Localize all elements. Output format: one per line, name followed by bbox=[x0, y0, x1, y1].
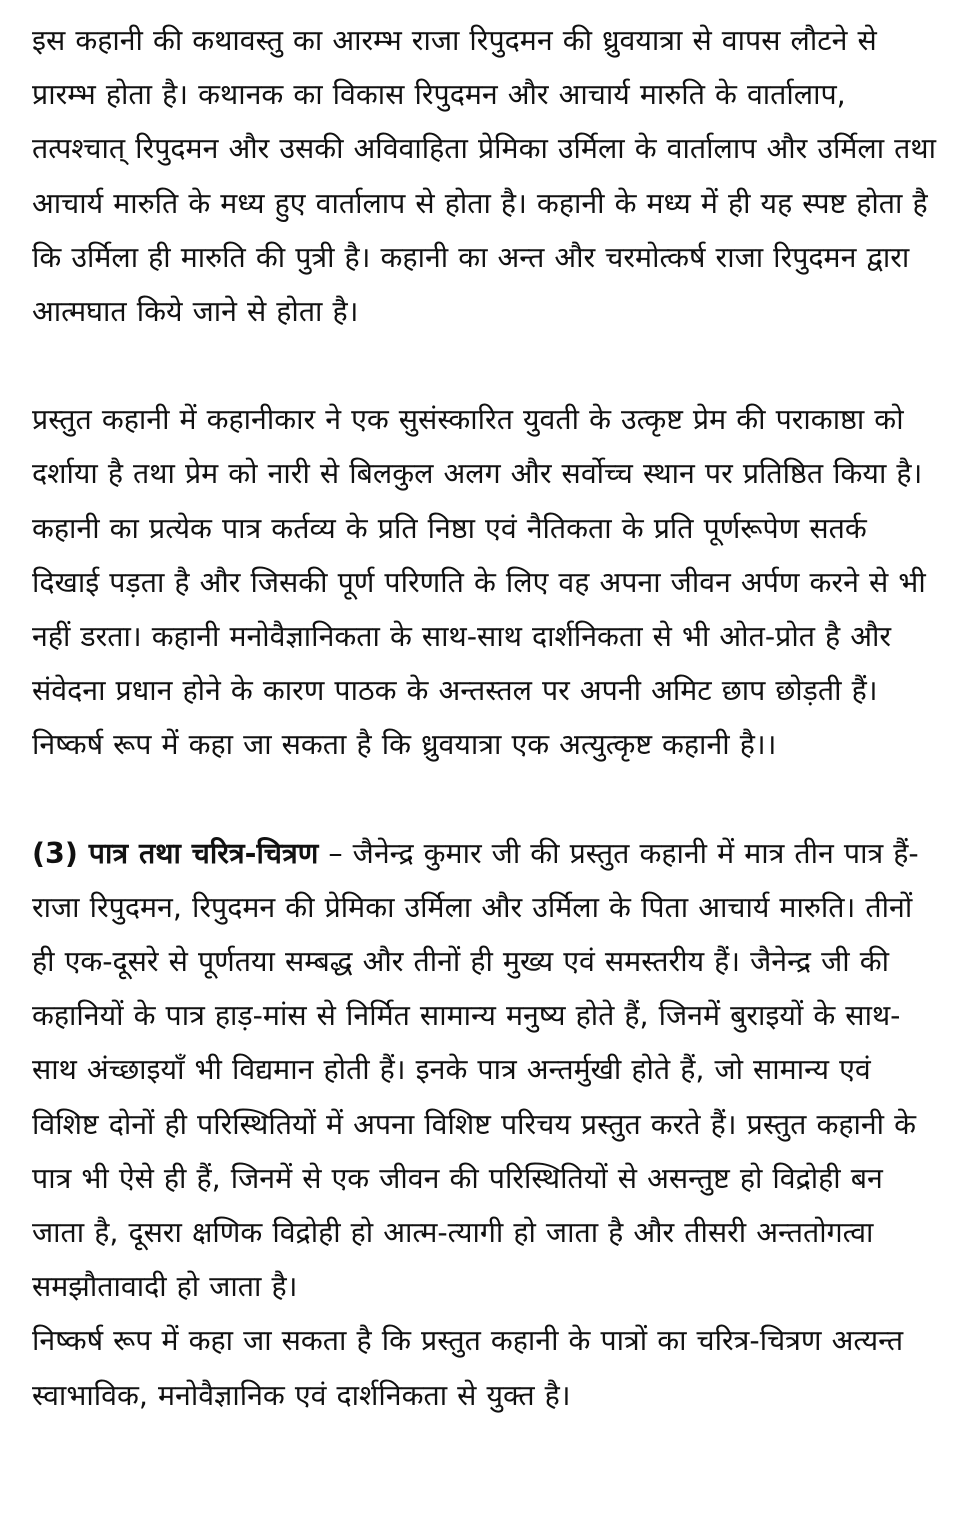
document-page bbox=[32, 14, 944, 1423]
paragraph-gap bbox=[32, 773, 944, 827]
paragraph-characters bbox=[32, 827, 944, 1315]
paragraph-conclusion: निष्कर्ष रूप में कहा जा सकता है कि प्रस्तुत कहानी के पात्रों का चरित्र-चित्रण अत्यन्त स्वाभाविक, मनोवैज्ञानिक एवं दार्शनिकता से युक्त है। bbox=[32, 1324, 904, 1412]
paragraph-plot: इस कहानी की कथावस्तु का आरम्भ राजा रिपुदमन की ध्रुवयात्रा से वापस लौटने से प्रारम्भ होता है। कथानक का विकास रिपुदमन और आचार्य मारुति के वार्तालाप, तत्पश्चात् रिपुदमन और उसकी अविवाहिता प्रेमिका उर्मिला के वार्तालाप और उर्मिला तथा आचार्य मारुति के मध्य हुए वार्तालाप से होता है। कहानी के मध्य में ही यह स्पष्ट होता है कि उर्मिला ही मारुति की पुत्री है। कहानी का अन्त और चरमोत्कर्ष राजा रिपुदमन द्वारा आत्मघात किये जाने से होता है। bbox=[32, 24, 937, 329]
paragraph-gap bbox=[32, 339, 944, 393]
section-heading: (3) पात्र तथा चरित्र-चित्रण bbox=[32, 836, 319, 870]
paragraph-theme: प्रस्तुत कहानी में कहानीकार ने एक सुसंस्कारित युवती के उत्कृष्ट प्रेम की पराकाष्ठा को दर्शाया है तथा प्रेम को नारी से बिलकुल अलग और सर्वोच्च स्थान पर प्रतिष्ठित किया है। कहानी का प्रत्येक पात्र कर्तव्य के प्रति निष्ठा एवं नैतिकता के प्रति पूर्णरूपेण सतर्क दिखाई पड़ता है और जिसकी पूर्ण परिणति के लिए वह अपना जीवन अर्पण करने से भी नहीं डरता। कहानी मनोवैज्ञानिकता के साथ-साथ दार्शनिकता से भी ओत-प्रोत है और संवेदना प्रधान होने के कारण पाठक के अन्तस्तल पर अपनी अमिट छाप छोड़ती हैं। निष्कर्ष रूप में कहा जा सकता है कि ध्रुवयात्रा एक अत्युत्कृष्ट कहानी है।। bbox=[32, 403, 926, 762]
paragraph-characters-body: – जैनेन्द्र कुमार जी की प्रस्तुत कहानी में मात्र तीन पात्र हैं-राजा रिपुदमन, रिपुदमन की प्रेमिका उर्मिला और उर्मिला के पिता आचार्य मारुति। तीनों ही एक-दूसरे से पूर्णतया सम्बद्ध और तीनों ही मुख्य एवं समस्तरीय हैं। जैनेन्द्र जी की कहानियों के पात्र हाड़-मांस से निर्मित सामान्य मनुष्य होते हैं, जिनमें बुराइयों के साथ-साथ अंच्छाइयाँ भी विद्यमान होती हैं। इनके पात्र अन्तर्मुखी होते हैं, जो सामान्य एवं विशिष्ट दोनों ही परिस्थितियों में अपना विशिष्ट परिचय प्रस्तुत करते हैं। प्रस्तुत कहानी के पात्र भी ऐसे ही हैं, जिनमें से एक जीवन की परिस्थितियों से असन्तुष्ट हो विद्रोही बन जाता है, दूसरा क्षणिक विद्रोही हो आत्म-त्यागी हो जाता है और तीसरी अन्ततोगत्वा समझौतावादी हो जाता है। bbox=[32, 836, 919, 1304]
